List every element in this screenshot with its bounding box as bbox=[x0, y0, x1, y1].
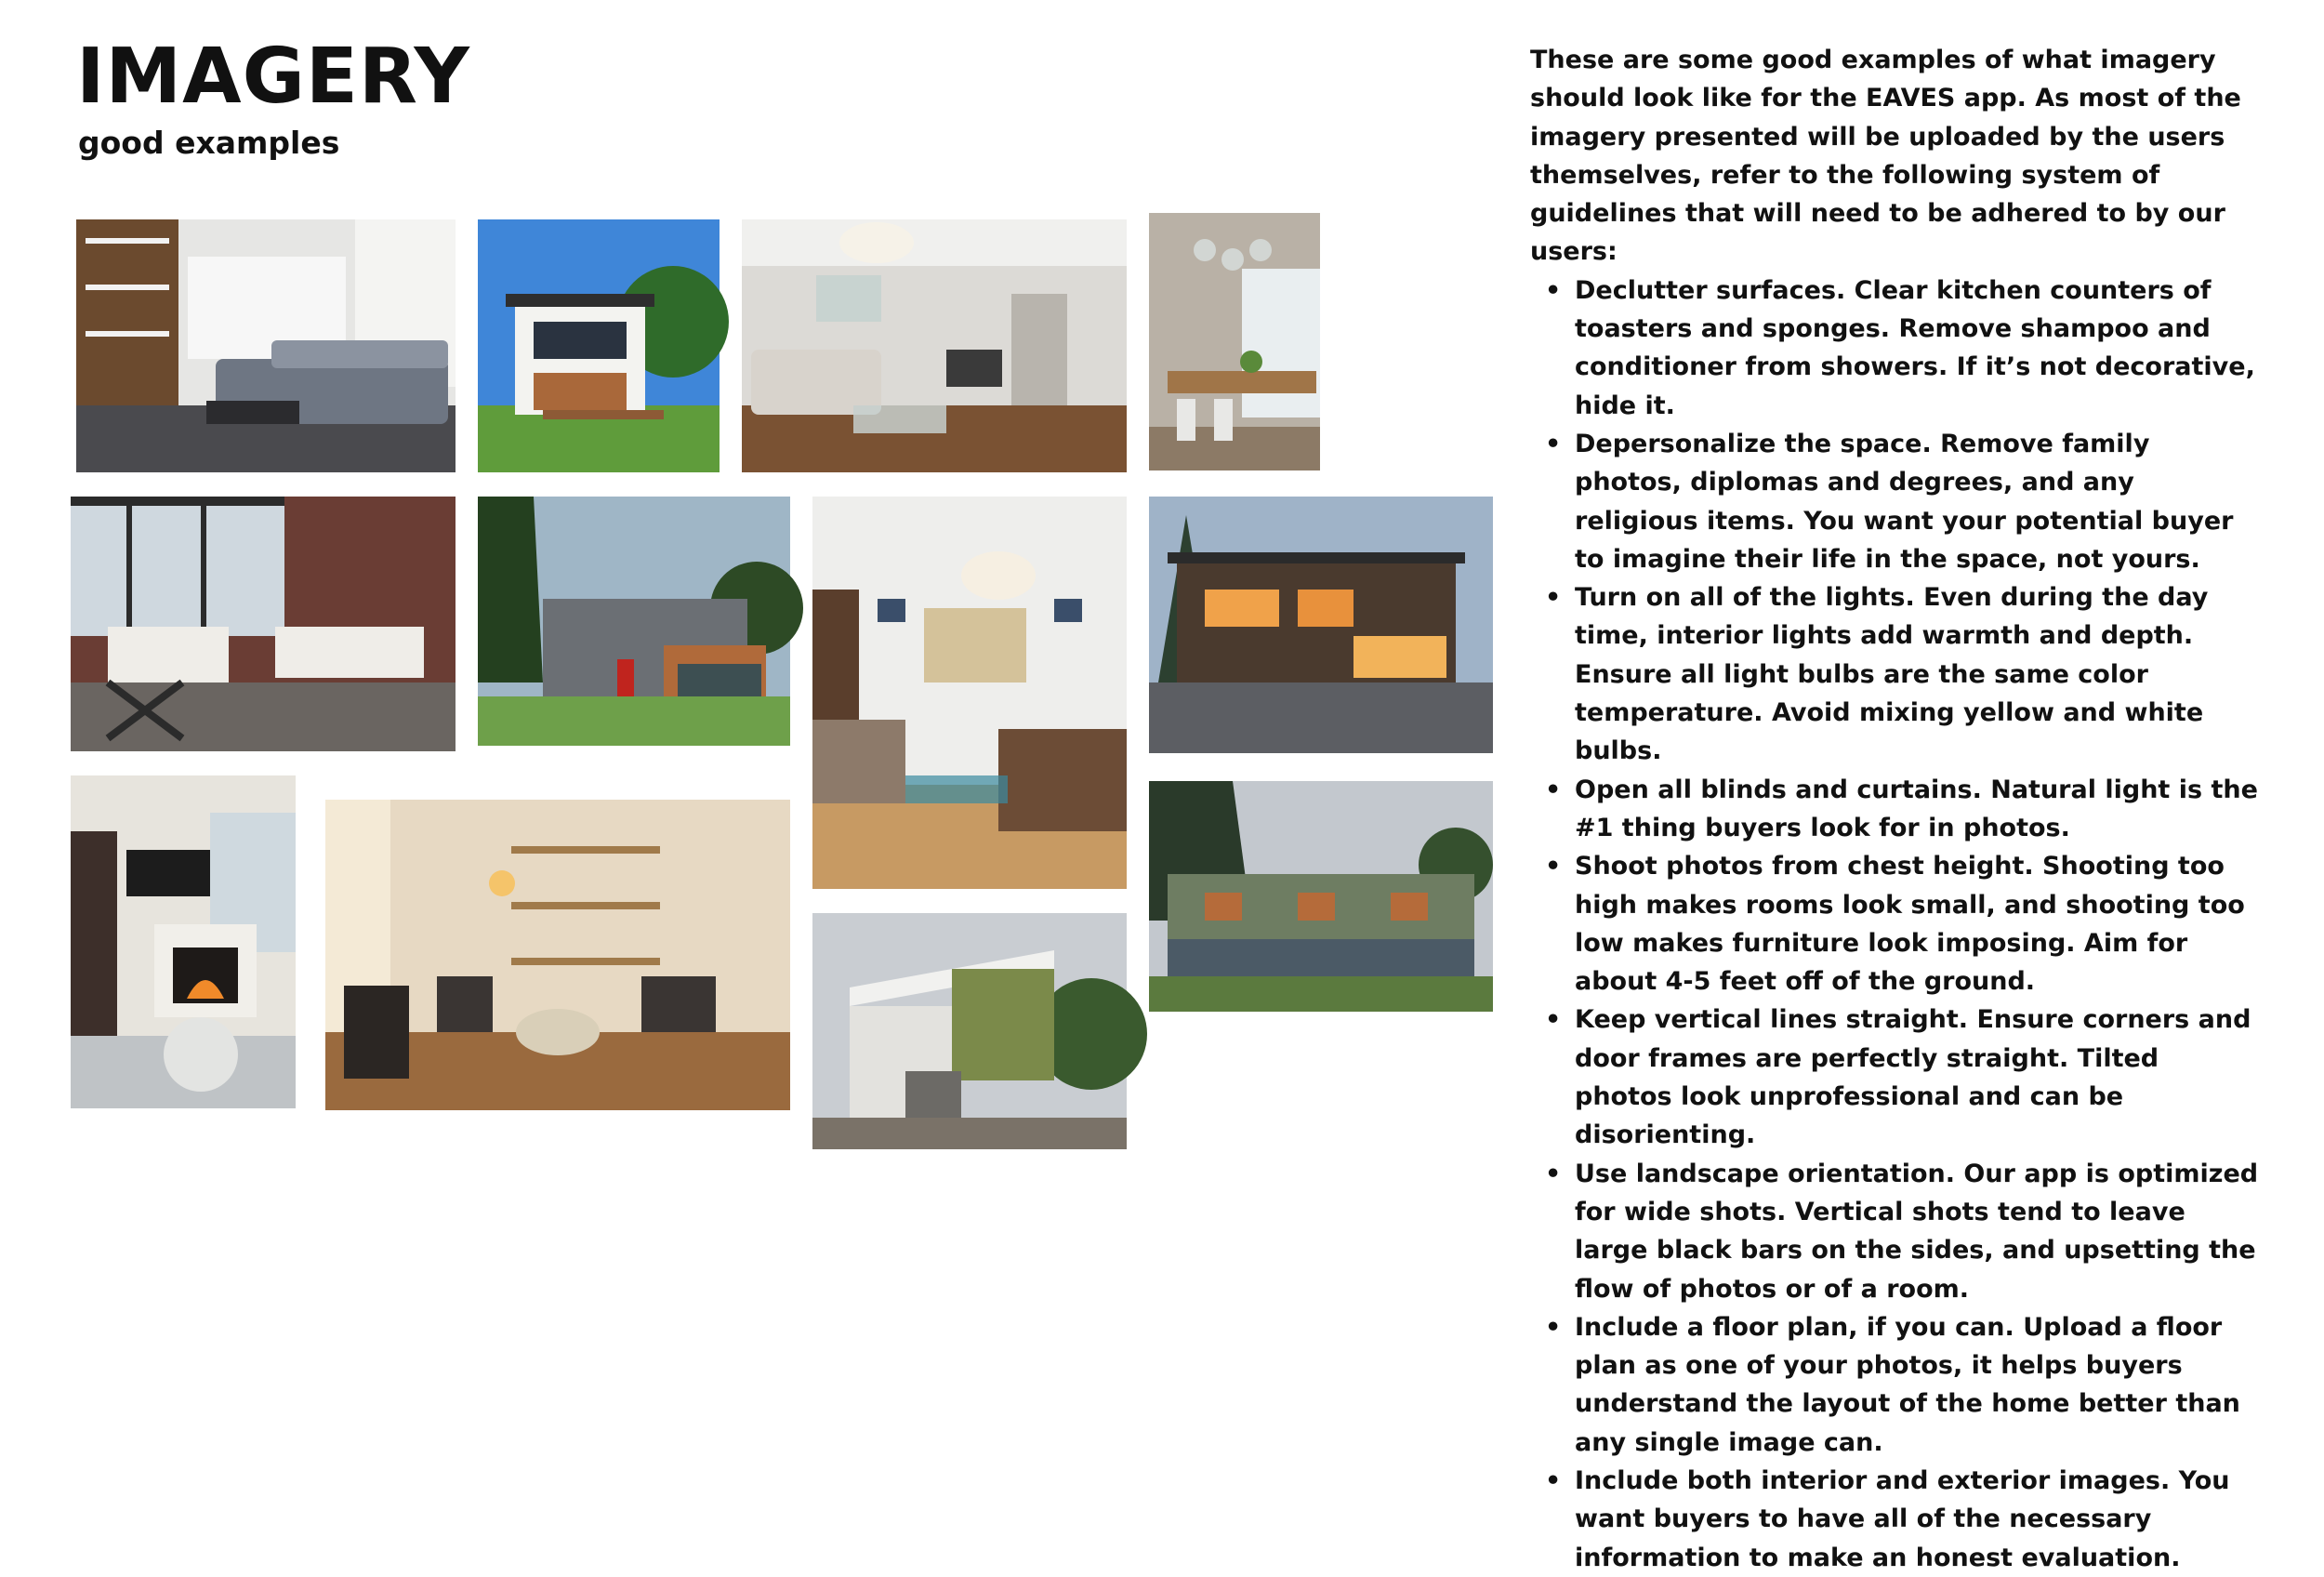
list-item: • Keep vertical lines straight. Ensure corners and door frames are perfectly straight. Tilted photos look unprofessional and can be disorienting. bbox=[1530, 1001, 2265, 1154]
photo-large-modern-house bbox=[1149, 497, 1493, 753]
page-title: IMAGERY bbox=[76, 33, 470, 121]
photo-modern-house-exterior bbox=[478, 219, 720, 472]
list-item: • Include both interior and exterior images. You want buyers to have all of the necessary information to make an honest evaluation. bbox=[1530, 1462, 2265, 1577]
list-item: • Include a floor plan, if you can. Upload a floor plan as one of your photos, it helps buyers understand the layout of the home better than any single image can. bbox=[1530, 1308, 2265, 1462]
list-item: • Turn on all of the lights. Even during the day time, interior lights add warmth and depth. Ensure all light bulbs are the same color temperature. Avoid mixing yellow and white bulbs. bbox=[1530, 578, 2265, 770]
intro-paragraph: These are some good examples of what imagery should look like for the EAVES app. As most of the imagery presented will be uploaded by the users themselves, refer to the following system of guidelines that will need to be adhered to by our users: bbox=[1530, 46, 2241, 267]
photo-lounge-white-sofas bbox=[71, 497, 456, 751]
photo-brick-wall-reading-nook bbox=[325, 800, 790, 1110]
list-item: • Declutter surfaces. Clear kitchen counters of toasters and sponges. Remove shampoo and conditioner from showers. If it’s not decorative, hide it. bbox=[1530, 272, 2265, 425]
photo-townhouses-exterior bbox=[1149, 781, 1493, 1012]
guidelines-list bbox=[1530, 272, 2265, 1577]
photo-house-red-door bbox=[478, 497, 790, 746]
guidelines-panel bbox=[1530, 41, 2265, 1577]
photo-living-room-grey-sofa bbox=[76, 219, 456, 472]
photo-living-room-gallery-wall bbox=[812, 497, 1127, 889]
list-item: • Use landscape orientation. Our app is optimized for wide shots. Vertical shots tend to leave large black bars on the sides, and upsetting the flow of photos or of a room. bbox=[1530, 1155, 2265, 1308]
list-item: • Shoot photos from chest height. Shooting too high makes rooms look small, and shooting too low makes furniture look imposing. Aim for about 4-5 feet off of the ground. bbox=[1530, 847, 2265, 1001]
photo-green-siding-house bbox=[812, 913, 1127, 1149]
page-subtitle: good examples bbox=[78, 125, 340, 161]
list-item: • Open all blinds and curtains. Natural light is the #1 thing buyers look for in photos. bbox=[1530, 771, 2265, 848]
photo-fireplace-living-room bbox=[71, 775, 296, 1108]
photo-living-room-beige-sofa bbox=[742, 219, 1127, 472]
photo-dining-room-pendant-lights bbox=[1149, 213, 1320, 470]
list-item: • Depersonalize the space. Remove family photos, diplomas and degrees, and any religious items. You want your potential buyer to imagine their life in the space, not yours. bbox=[1530, 425, 2265, 578]
